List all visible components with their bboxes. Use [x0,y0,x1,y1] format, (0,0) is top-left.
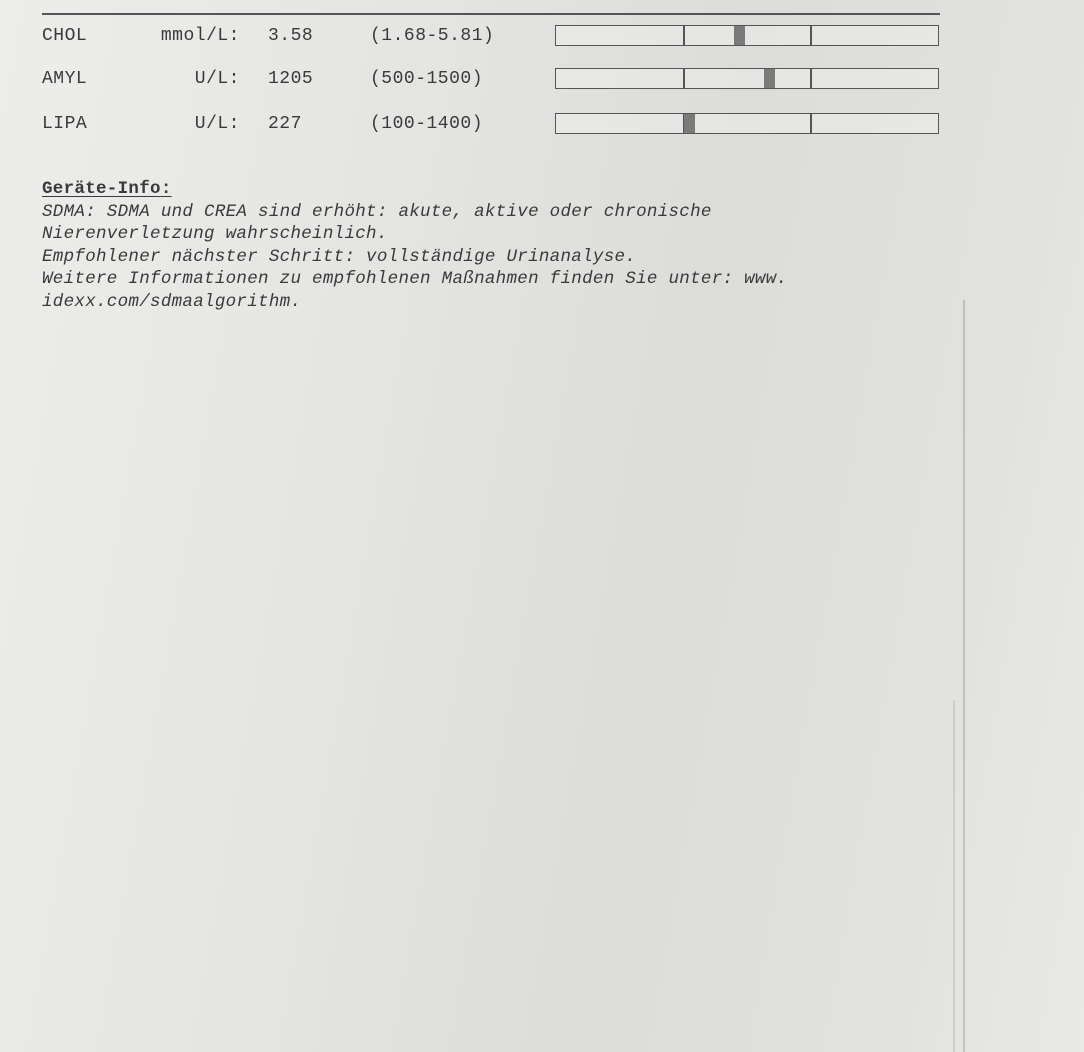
result-row [0,24,1084,48]
reference-range-bar [555,68,939,89]
table-top-rule [42,13,940,15]
paper-edge-shadow [963,300,965,1052]
range-bar-divider [683,69,685,88]
result-level-marker [734,26,745,45]
device-info-section [42,178,787,313]
reference-range-bar [555,113,939,134]
range-bar-divider [810,69,812,88]
result-level-marker [764,69,775,88]
analyte-value: 1205 [268,69,314,89]
analyte-unit: mmol/L: [160,26,240,46]
device-info-line: Nierenverletzung wahrscheinlich. [42,224,388,244]
analyte-name: LIPA [42,114,88,134]
device-info-heading: Geräte-Info: [42,179,172,199]
reference-range: (500-1500) [370,69,484,89]
device-info-line: Empfohlener nächster Schritt: vollständige Urinanalyse. [42,246,637,267]
device-info-line: idexx.com/sdmaalgorithm. [42,291,302,312]
reference-range-bar [555,25,939,46]
reference-range: (1.68-5.81) [370,26,495,46]
device-info-line: Weitere Informationen zu empfohlenen Maßnahmen finden Sie unter: www. [42,269,788,289]
result-row [0,67,1084,91]
result-row [0,112,1084,136]
range-bar-divider [810,114,812,133]
paper-edge-shadow [953,700,955,1052]
analyte-name: AMYL [42,69,88,89]
result-level-marker [684,114,695,133]
analyte-unit: U/L: [194,114,240,134]
device-info-line: SDMA: SDMA und CREA sind erhöht: akute, aktive oder chronische [42,201,712,222]
analyte-value: 227 [268,114,302,134]
range-bar-divider [683,26,685,45]
analyte-name: CHOL [42,26,88,46]
reference-range: (100-1400) [370,114,484,134]
analyte-value: 3.58 [268,26,314,46]
range-bar-divider [810,26,812,45]
analyte-unit: U/L: [194,69,240,89]
